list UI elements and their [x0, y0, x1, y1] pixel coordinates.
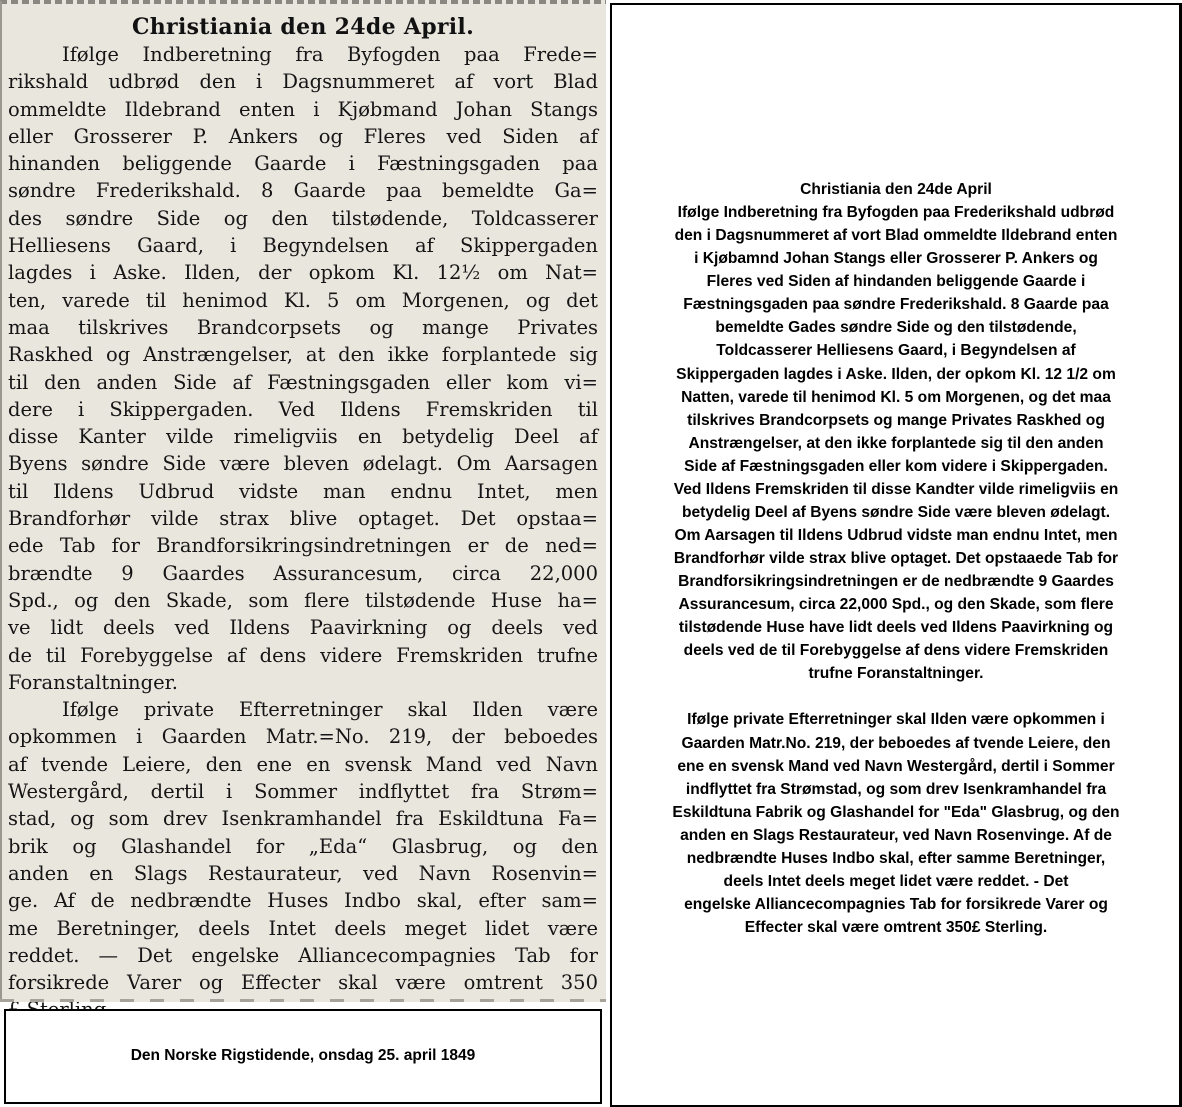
clipping-line: ede Tab for Brandforsikringsindretningen er de ned=: [8, 534, 598, 558]
transcription-line: bemeldte Gades søndre Side og den tilstødende,: [715, 319, 1077, 337]
transcription-line: Fleres ved Siden af hindanden beliggende Gaarde i: [706, 273, 1086, 291]
clipping-line: stad, og som drev Isenkramhandel fra Eskildtuna Fa=: [8, 807, 598, 831]
clipping-line: ten, varede til henimod Kl. 5 om Morgenen, og det: [8, 288, 598, 312]
clipping-line: Raskhed og Anstrængelser, at den ikke forplantede sig: [8, 343, 598, 367]
clipping-line: eller Grosserer P. Ankers og Fleres ved Siden af: [8, 124, 598, 148]
clipping-line: me Beretninger, deels Intet deels meget lidet være: [8, 916, 598, 940]
transcription-line: Brandforhør vilde strax blive optaget. Det opstaaede Tab for: [673, 550, 1119, 567]
clipping-body: [8, 41, 598, 1024]
clipping-line: Byens søndre Side være bleven ødelagt. Om Aarsagen: [8, 452, 598, 476]
clipping-line: de til Forebyggelse af dens videre Fremskriden trufne: [8, 643, 598, 667]
clipping-line: opkommen i Gaarden Matr.=No. 219, der beboedes: [8, 725, 598, 749]
clipping-line: anden en Slags Restaurateur, ved Navn Rosenvin=: [8, 861, 598, 885]
transcription-line: ene en svensk Mand ved Navn Westergård, dertil i Sommer: [677, 757, 1115, 775]
transcription-line: betydelig Deel af Byens søndre Side være bleven ødelagt.: [681, 503, 1111, 521]
transcription-line: Assurancesum, circa 22,000 Spd., og den Skade, som flere: [678, 596, 1114, 614]
clipping-column-rule: [0, 1, 2, 1001]
transcription-line: Anstrængelser, at den ikke forplantede sig til den anden: [688, 434, 1104, 452]
transcription-paragraph-2: [612, 708, 1180, 939]
clipping-line: lagdes i Aske. Ilden, der opkom Kl. 12½ om Nat=: [8, 261, 598, 285]
transcription-line: Om Aarsagen til Ildens Udbrud vidste man endnu Intet, men: [674, 526, 1118, 544]
transcription-line: tilstødende Huse have lidt deels ved Ildens Paavirkning og: [678, 619, 1114, 637]
transcription-line: deels Intet deels meget lidet være reddet. - Det: [723, 872, 1069, 890]
clipping-line: brændte 9 Gaardes Assurancesum, circa 22,000: [8, 561, 598, 585]
clipping-heading: Christiania den 24de April.: [131, 14, 475, 40]
transcription-line: Fæstningsgaden paa søndre Frederikshald. 8 Gaarde paa: [683, 296, 1109, 314]
transcription-line: Gaarden Matr.No. 219, der beboedes af tvende Leiere, den: [681, 734, 1111, 752]
transcription-line: Side af Fæstningsgaden eller kom videre i Skippergaden.: [684, 457, 1108, 475]
clipping-line: Westergård, dertil i Sommer indflyttet fra Strøm=: [8, 780, 598, 804]
transcription-line: Ifølge Indberetning fra Byfogden paa Frederikshald udbrød: [677, 204, 1115, 222]
clipping-line: Brandforhør vilde strax blive optaget. Det opstaa=: [8, 507, 598, 531]
clipping-line: dere i Skippergaden. Ved Ildens Fremskriden til: [8, 397, 598, 421]
clipping-line: Spd., og den Skade, som flere tilstødende Huse ha=: [8, 588, 598, 612]
transcription-line: Brandforsikringsindretningen er de nedbrændte 9 Gaardes: [678, 573, 1114, 591]
clipping-line: ge. Af de nedbrændte Huses Indbo skal, efter sam=: [8, 889, 598, 913]
clipping-line: rikshald udbrød den i Dagsnummeret af vort Blad: [8, 70, 598, 94]
transcription-line: trufne Foranstaltninger.: [808, 665, 984, 683]
clipping-line: til den anden Side af Fæstningsgaden eller kom vi=: [8, 370, 598, 394]
transcription-line: anden en Slags Restaurateur, ved Navn Rosenvinge. Af de: [680, 826, 1112, 844]
transcription-line: tilskrives Brandcorpsets og mange Privates Raskhed og: [687, 411, 1105, 429]
clipping-line: ve lidt deels ved Ildens Paavirkning og deels ved: [8, 616, 598, 640]
clipping-line: maa tilskrives Brandcorpsets og mange Privates: [8, 315, 598, 339]
transcription-title: Christiania den 24de April: [800, 181, 992, 198]
newspaper-clipping-image: [0, 0, 606, 1002]
transcription-panel: [610, 3, 1182, 1107]
transcription-line: den i Dagsnummeret af vort Blad ommeldte Ildebrand enten: [674, 227, 1118, 245]
clipping-line: des søndre Side og den tilstødende, Toldcasserer: [8, 206, 598, 230]
clipping-line: Helliesens Gaard, i Begyndelsen af Skippergaden: [8, 234, 598, 258]
paragraph-gap: [612, 685, 1180, 708]
transcription-line: Ved Ildens Fremskriden til disse Kandter vilde rimeligviis en: [673, 480, 1119, 498]
transcription-line: indflyttet fra Strømstad, og som drev Isenkramhandel fra: [685, 780, 1107, 798]
clipping-line: til Ildens Udbrud vidste man endnu Intet, men: [8, 479, 598, 503]
clipping-top-border: [0, 0, 606, 4]
transcription-line: Skippergaden lagdes i Aske. Ilden, der opkom Kl. 12 1/2 om: [676, 365, 1116, 383]
clipping-line: af tvende Leiere, den ene en svensk Mand ved Navn: [8, 752, 598, 776]
transcription-line: Toldcasserer Helliesens Gaard, i Begyndelsen af: [716, 342, 1076, 360]
transcription-line: deels ved de til Forebyggelse af dens videre Fremskriden: [683, 642, 1109, 660]
transcription-paragraph-1: [612, 201, 1180, 685]
transcription-line: Natten, varede til henimod Kl. 5 om Morgenen, og det maa: [681, 388, 1111, 406]
clipping-bottom-border: [0, 999, 606, 1002]
clipping-line: brik og Glashandel for „Eda“ Glasbrug, og den: [8, 834, 598, 858]
clipping-line: søndre Frederikshald. 8 Gaarde paa bemeldte Ga=: [8, 179, 598, 203]
transcription-line: engelske Alliancecompagnies Tab for forsikrede Varer og: [684, 895, 1108, 913]
clipping-line: Foranstaltninger.: [8, 670, 179, 694]
clipping-line: ommeldte Ildebrand enten i Kjøbmand Johan Stangs: [8, 97, 598, 121]
transcription-line: Eskildtuna Fabrik og Glashandel for "Eda" Glasbrug, og den: [672, 803, 1120, 821]
clipping-line: reddet. — Det engelske Alliancecompagnies Tab for: [8, 943, 598, 967]
clipping-line: hinanden beliggende Gaarde i Fæstningsgaden paa: [8, 152, 598, 176]
source-caption: Den Norske Rigstidende, onsdag 25. april 1849: [130, 1046, 476, 1064]
transcription-text: [612, 178, 1180, 939]
source-caption-box: [4, 1009, 602, 1104]
clipping-line: forsikrede Varer og Effecter skal være omtrent 350: [8, 971, 598, 995]
clipping-line: disse Kanter vilde rimeligviis en betydelig Deel af: [8, 425, 598, 449]
transcription-line: Ifølge private Efterretninger skal Ilden være opkommen i: [687, 711, 1105, 729]
transcription-line: i Kjøbamnd Johan Stangs eller Grosserer P. Ankers og: [694, 250, 1098, 268]
clipping-line: Ifølge Indberetning fra Byfogden paa Frede=: [62, 43, 598, 66]
clipping-line: Ifølge private Efterretninger skal Ilden være: [62, 698, 598, 722]
transcription-line: Effecter skal være omtrent 350£ Sterling.: [744, 919, 1048, 936]
transcription-line: nedbrændte Huses Indbo skal, efter samme Beretninger,: [686, 849, 1106, 867]
